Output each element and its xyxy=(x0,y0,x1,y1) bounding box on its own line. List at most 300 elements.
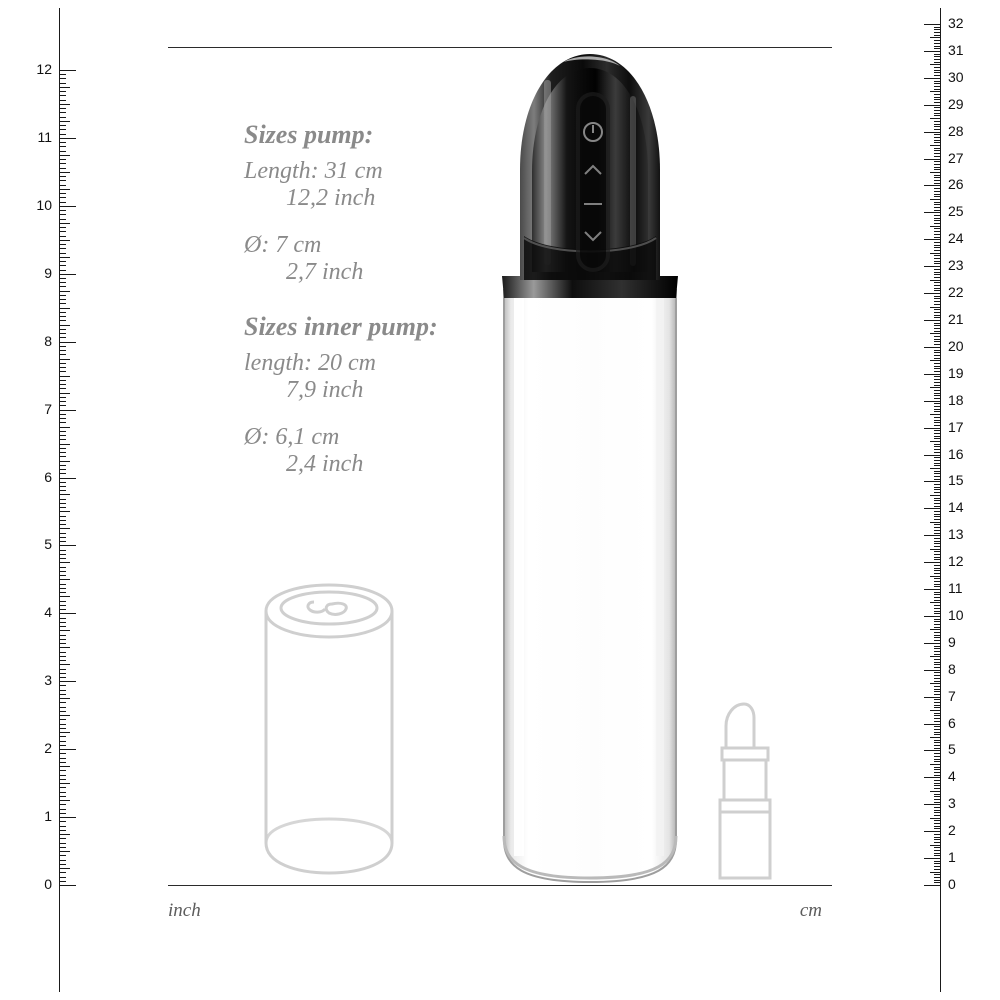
ruler-inch-tick xyxy=(59,214,66,215)
ruler-cm-tick xyxy=(924,616,941,617)
ruler-inch-tick xyxy=(59,656,66,657)
ruler-cm-tick xyxy=(934,188,941,189)
ruler-cm-tick xyxy=(934,385,941,386)
ruler-inch-tick xyxy=(59,724,66,725)
ruler-cm-tick xyxy=(930,199,941,200)
ruler-inch-tick xyxy=(59,571,66,572)
ruler-cm-tick xyxy=(934,810,941,811)
ruler-cm-tick xyxy=(934,880,941,881)
ruler-inch-tick xyxy=(59,100,66,101)
ruler-inch-tick xyxy=(59,265,66,266)
ruler-cm-tick xyxy=(934,837,941,838)
ruler-inch-tick xyxy=(59,87,70,88)
ruler-cm-tick xyxy=(934,842,941,843)
ruler-cm-tick xyxy=(934,406,941,407)
ruler-cm-tick xyxy=(934,839,941,840)
ruler-cm-tick xyxy=(934,664,941,665)
ruler-inch-tick xyxy=(59,639,66,640)
ruler-cm-tick xyxy=(930,549,941,550)
ruler-cm-label: 14 xyxy=(948,499,964,516)
specs-block xyxy=(244,120,514,498)
ruler-inch-tick xyxy=(59,813,66,814)
ruler-cm-tick xyxy=(934,70,941,71)
ruler-cm xyxy=(799,0,1000,1000)
ruler-inch-tick xyxy=(59,405,66,406)
ruler-cm-tick xyxy=(924,885,941,886)
ruler-cm-tick xyxy=(934,619,941,620)
ruler-inch-tick xyxy=(59,826,66,827)
ruler-cm-tick xyxy=(934,444,941,445)
ruler-cm-tick xyxy=(934,371,941,372)
ruler-cm-tick xyxy=(930,64,941,65)
ruler-inch-tick xyxy=(59,762,66,763)
ruler-inch-tick xyxy=(59,584,66,585)
ruler-cm-tick xyxy=(934,433,941,434)
ruler-inch-tick xyxy=(59,741,66,742)
ruler-cm-tick xyxy=(930,387,941,388)
ruler-cm-tick xyxy=(934,834,941,835)
ruler-inch-tick xyxy=(59,507,66,508)
ruler-cm-tick xyxy=(924,831,941,832)
ruler-cm-tick xyxy=(934,358,941,359)
ruler-cm-tick xyxy=(930,333,941,334)
ruler-cm-tick xyxy=(934,498,941,499)
ruler-cm-tick xyxy=(930,522,941,523)
ruler-cm-label: 28 xyxy=(948,122,964,139)
ruler-inch-tick xyxy=(59,652,66,653)
ruler-cm-tick xyxy=(934,134,941,135)
ruler-inch-tick xyxy=(59,312,66,313)
ruler-cm-tick xyxy=(930,629,941,630)
ruler-cm-tick xyxy=(934,581,941,582)
ruler-cm-tick xyxy=(934,611,941,612)
ruler-cm-tick xyxy=(934,129,941,130)
ruler-cm-label: 16 xyxy=(948,445,964,462)
ruler-cm-tick xyxy=(934,853,941,854)
ruler-inch-tick xyxy=(59,227,66,228)
ruler-cm-tick xyxy=(930,495,941,496)
ruler-inch-tick xyxy=(59,579,70,580)
ruler-cm-tick xyxy=(934,772,941,773)
ruler-inch-tick xyxy=(59,125,66,126)
ruler-inch-tick xyxy=(59,270,66,271)
ruler-inch-label: 3 xyxy=(44,672,52,689)
ruler-cm-tick xyxy=(934,815,941,816)
ruler-cm-tick xyxy=(934,667,941,668)
ruler-cm-tick xyxy=(934,686,941,687)
ruler-inch-tick xyxy=(59,397,66,398)
ruler-cm-tick xyxy=(934,527,941,528)
ruler-cm-tick xyxy=(934,715,941,716)
ruler-inch-tick xyxy=(59,278,66,279)
ruler-inch-tick xyxy=(59,286,66,287)
ruler-cm-tick xyxy=(934,565,941,566)
ruler-cm-label: 19 xyxy=(948,364,964,381)
ruler-inch-tick xyxy=(59,427,70,428)
ruler-cm-tick xyxy=(924,105,941,106)
ruler-inch-tick xyxy=(59,329,66,330)
ruler-cm-tick xyxy=(934,169,941,170)
ruler-cm-tick xyxy=(934,255,941,256)
ruler-inch-tick xyxy=(59,342,76,343)
ruler-cm-tick xyxy=(934,113,941,114)
ruler-cm-tick xyxy=(934,850,941,851)
ruler-inch-tick xyxy=(59,868,70,869)
ruler-cm-tick xyxy=(924,132,941,133)
ruler-inch-tick xyxy=(59,219,66,220)
ruler-cm-tick xyxy=(930,360,941,361)
ruler-inch-tick xyxy=(59,70,76,71)
specs-pump-heading: Sizes pump: xyxy=(244,120,374,149)
ruler-cm-tick xyxy=(934,86,941,87)
specs-group-inner-diameter xyxy=(244,424,514,478)
ruler-inch-tick xyxy=(59,486,66,487)
ruler-inch-tick xyxy=(59,592,66,593)
ruler-cm-label: 6 xyxy=(948,714,956,731)
ruler-cm-tick xyxy=(934,449,941,450)
ruler-cm-tick xyxy=(934,175,941,176)
ruler-cm-tick xyxy=(934,543,941,544)
ruler-cm-tick xyxy=(934,578,941,579)
ruler-cm-tick xyxy=(934,121,941,122)
ruler-cm-tick xyxy=(934,272,941,273)
ruler-inch-tick xyxy=(59,465,66,466)
ruler-inch-tick xyxy=(59,719,66,720)
ruler-cm-tick xyxy=(934,568,941,569)
ruler-cm-tick xyxy=(924,858,941,859)
ruler-cm-tick xyxy=(934,142,941,143)
ruler-inch-tick xyxy=(59,282,66,283)
ruler-cm-tick xyxy=(934,530,941,531)
ruler-inch-tick xyxy=(59,371,66,372)
ruler-inch-tick xyxy=(59,732,70,733)
ruler-inch-tick xyxy=(59,770,66,771)
ruler-cm-tick xyxy=(934,646,941,647)
ruler-cm-tick xyxy=(934,207,941,208)
ruler-cm-tick xyxy=(924,670,941,671)
ruler-inch-tick xyxy=(59,817,76,818)
ruler-cm-tick xyxy=(934,759,941,760)
ruler-inch-tick xyxy=(59,185,66,186)
ruler-cm-tick xyxy=(934,654,941,655)
ruler-inch-tick xyxy=(59,881,66,882)
ruler-inch-tick xyxy=(59,860,66,861)
ruler-inch-tick xyxy=(59,834,70,835)
ruler-cm-tick xyxy=(930,468,941,469)
lipstick-outline xyxy=(700,700,790,882)
ruler-cm-tick xyxy=(934,662,941,663)
ruler-cm-label: 21 xyxy=(948,310,964,327)
ruler-cm-tick xyxy=(930,414,941,415)
ruler-cm-tick xyxy=(934,473,941,474)
ruler-cm-tick xyxy=(934,323,941,324)
ruler-cm-tick xyxy=(934,336,941,337)
ruler-cm-tick xyxy=(934,124,941,125)
ruler-cm-tick xyxy=(934,557,941,558)
ruler-cm-tick xyxy=(924,750,941,751)
ruler-cm-tick xyxy=(930,602,941,603)
ruler-inch-tick xyxy=(59,155,70,156)
ruler-inch-tick xyxy=(59,503,66,504)
ruler-inch-label: 9 xyxy=(44,264,52,281)
ruler-inch-tick xyxy=(59,380,66,381)
ruler-cm-tick xyxy=(934,748,941,749)
ruler-cm-tick xyxy=(934,775,941,776)
ruler-inch-tick xyxy=(59,91,66,92)
ruler-inch-tick xyxy=(59,333,66,334)
ruler-cm-tick xyxy=(934,263,941,264)
ruler-inch-tick xyxy=(59,749,76,750)
specs-pump-length-inch: 12,2 inch xyxy=(286,185,376,211)
ruler-cm-tick xyxy=(934,745,941,746)
ruler-cm-tick xyxy=(934,699,941,700)
ruler-cm-tick xyxy=(934,691,941,692)
ruler-inch-tick xyxy=(59,864,66,865)
ruler-cm-tick xyxy=(934,861,941,862)
ruler-cm-tick xyxy=(924,212,941,213)
ruler-inch-tick xyxy=(59,414,66,415)
ruler-cm-tick xyxy=(934,863,941,864)
ruler-cm-label: 24 xyxy=(948,230,964,247)
ruler-inch-label: 12 xyxy=(36,61,52,77)
ruler-cm-tick xyxy=(924,239,941,240)
ruler-cm-tick xyxy=(934,341,941,342)
ruler-cm-tick xyxy=(934,621,941,622)
ruler-cm-tick xyxy=(934,648,941,649)
ruler-cm-tick xyxy=(934,436,941,437)
ruler-cm-tick xyxy=(934,780,941,781)
ruler-cm-tick xyxy=(934,234,941,235)
ruler-inch-tick xyxy=(59,550,66,551)
ruler-inch-tick xyxy=(59,363,66,364)
specs-group-inner xyxy=(244,312,514,404)
ruler-inch-tick xyxy=(59,274,76,275)
ruler-cm-tick xyxy=(934,110,941,111)
ruler-inch-tick xyxy=(59,129,66,130)
ruler-inch-tick xyxy=(59,618,66,619)
ruler-cm-label: 13 xyxy=(948,526,964,543)
ruler-cm-tick xyxy=(930,280,941,281)
ruler-cm-tick xyxy=(934,756,941,757)
ruler-cm-tick xyxy=(934,492,941,493)
ruler-inch-tick xyxy=(59,783,70,784)
ruler-inch-tick xyxy=(59,303,66,304)
ruler-cm-tick xyxy=(934,635,941,636)
ruler-cm-tick xyxy=(934,245,941,246)
ruler-cm-tick xyxy=(924,320,941,321)
ruler-inch-tick xyxy=(59,758,66,759)
ruler-cm-tick xyxy=(930,91,941,92)
ruler-inch-tick xyxy=(59,448,66,449)
ruler-cm-tick xyxy=(934,223,941,224)
ruler-cm-tick xyxy=(934,514,941,515)
ruler-inch-tick xyxy=(59,473,66,474)
ruler-cm-tick xyxy=(934,339,941,340)
ruler-inch-tick xyxy=(59,877,66,878)
ruler-cm-tick xyxy=(934,463,941,464)
ruler-inch-tick xyxy=(59,478,76,479)
ruler-cm-tick xyxy=(934,713,941,714)
ruler-inch-tick xyxy=(59,745,66,746)
ruler-cm-tick xyxy=(930,118,941,119)
ruler-cm-label: 25 xyxy=(948,203,964,220)
ruler-inch-tick xyxy=(59,872,66,873)
ruler-inch-tick xyxy=(59,681,76,682)
ruler-inch-tick xyxy=(59,253,66,254)
ruler-inch-tick xyxy=(59,702,66,703)
ruler-cm-tick xyxy=(934,398,941,399)
ruler-cm-label: 20 xyxy=(948,337,964,354)
ruler-cm-tick xyxy=(924,24,941,25)
ruler-cm-tick xyxy=(934,554,941,555)
ruler-cm-tick xyxy=(934,228,941,229)
ruler-cm-tick xyxy=(934,452,941,453)
ruler-inch-tick xyxy=(59,766,70,767)
ruler-inch-tick xyxy=(59,299,66,300)
ruler-cm-tick xyxy=(934,516,941,517)
ruler-inch-tick xyxy=(59,533,66,534)
ruler-cm-tick xyxy=(934,97,941,98)
ruler-cm-label: 22 xyxy=(948,284,964,301)
ruler-inch-tick xyxy=(59,575,66,576)
ruler-inch-tick xyxy=(59,367,66,368)
ruler-cm-tick xyxy=(934,196,941,197)
ruler-cm-tick xyxy=(934,783,941,784)
ruler-cm-tick xyxy=(930,764,941,765)
ruler-cm-tick xyxy=(934,484,941,485)
ruler-inch-tick xyxy=(59,337,66,338)
ruler-inch-tick xyxy=(59,545,76,546)
ruler-inch-tick xyxy=(59,626,66,627)
ruler-cm-tick xyxy=(934,551,941,552)
ruler-inch-tick xyxy=(59,562,70,563)
ruler-inch-tick xyxy=(59,469,66,470)
ruler-cm-label: 7 xyxy=(948,687,956,704)
ruler-cm-tick xyxy=(934,651,941,652)
ruler-cm-tick xyxy=(934,506,941,507)
ruler-inch-unit-label: inch xyxy=(168,900,201,921)
ruler-inch-tick xyxy=(59,605,66,606)
ruler-inch-tick xyxy=(59,673,66,674)
ruler-cm-tick xyxy=(934,393,941,394)
ruler-cm-tick xyxy=(934,43,941,44)
ruler-cm-tick xyxy=(934,83,941,84)
ruler-inch-tick xyxy=(59,775,66,776)
ruler-cm-tick xyxy=(924,374,941,375)
ruler-cm-tick xyxy=(924,78,941,79)
ruler-inch-label: 11 xyxy=(37,128,52,145)
ruler-cm-tick xyxy=(924,455,941,456)
ruler-cm-tick xyxy=(934,425,941,426)
ruler-cm-tick xyxy=(934,487,941,488)
ruler-cm-tick xyxy=(934,296,941,297)
ruler-inch-tick xyxy=(59,431,66,432)
ruler-inch-tick xyxy=(59,753,66,754)
ruler-cm-tick xyxy=(924,266,941,267)
ruler-inch-tick xyxy=(59,520,66,521)
ruler-inch-tick xyxy=(59,354,66,355)
ruler-inch-tick xyxy=(59,346,66,347)
ruler-inch-tick xyxy=(59,410,76,411)
ruler-inch-tick xyxy=(59,609,66,610)
ruler-inch-tick xyxy=(59,104,70,105)
ruler-cm-tick xyxy=(934,721,941,722)
ruler-cm-tick xyxy=(934,183,941,184)
ruler-inch-tick xyxy=(59,728,66,729)
ruler-cm-tick xyxy=(924,804,941,805)
ruler-cm-tick xyxy=(934,740,941,741)
ruler-inch-tick xyxy=(59,197,66,198)
ruler-cm-tick xyxy=(934,624,941,625)
ruler-inch-tick xyxy=(59,261,66,262)
ruler-cm-tick xyxy=(934,148,941,149)
ruler-cm-tick xyxy=(934,446,941,447)
ruler-inch-tick xyxy=(59,838,66,839)
ruler-cm-tick xyxy=(934,202,941,203)
ruler-cm-label: 8 xyxy=(948,660,956,677)
ruler-inch-tick xyxy=(59,435,66,436)
ruler-cm-tick xyxy=(934,546,941,547)
ruler-inch-tick xyxy=(59,643,66,644)
ruler-cm-tick xyxy=(934,828,941,829)
ruler-inch-tick xyxy=(59,554,66,555)
ruler-inch-tick xyxy=(59,172,70,173)
ruler-inch-tick xyxy=(59,320,66,321)
ruler-inch-tick xyxy=(59,804,66,805)
ruler-cm-tick xyxy=(934,40,941,41)
ruler-cm-label: 4 xyxy=(948,768,956,785)
ruler-cm-tick xyxy=(934,250,941,251)
ruler-cm-tick xyxy=(934,538,941,539)
ruler-cm-tick xyxy=(934,702,941,703)
ruler-cm-label: 11 xyxy=(948,580,963,597)
ruler-inch-tick xyxy=(59,117,66,118)
ruler-cm-tick xyxy=(934,352,941,353)
ruler-cm-label: 9 xyxy=(948,633,956,650)
ruler-cm-tick xyxy=(934,411,941,412)
ruler-cm-tick xyxy=(924,293,941,294)
ruler-cm-tick xyxy=(934,742,941,743)
ruler-cm-tick xyxy=(934,363,941,364)
ruler-cm-label: 26 xyxy=(948,176,964,193)
ruler-cm-tick xyxy=(934,500,941,501)
ruler-cm-tick xyxy=(934,261,941,262)
ruler-inch-label: 4 xyxy=(44,604,52,621)
ruler-cm-tick xyxy=(934,457,941,458)
ruler-inch-tick xyxy=(59,787,66,788)
ruler-inch-tick xyxy=(59,821,66,822)
ruler-cm-tick xyxy=(934,285,941,286)
ruler-cm-tick xyxy=(934,637,941,638)
ruler-cm-tick xyxy=(934,94,941,95)
ruler-cm-tick xyxy=(934,115,941,116)
ruler-inch-tick xyxy=(59,418,66,419)
ruler-inch-tick xyxy=(59,151,66,152)
ruler-inch-label: 1 xyxy=(44,808,52,825)
specs-group-pump-diameter xyxy=(244,232,514,286)
ruler-inch-tick xyxy=(59,490,66,491)
ruler-inch-tick xyxy=(59,168,66,169)
ruler-cm-tick xyxy=(924,481,941,482)
ruler-cm-tick xyxy=(934,812,941,813)
ruler-cm-tick xyxy=(934,137,941,138)
ruler-inch-tick xyxy=(59,528,70,529)
ruler-cm-tick xyxy=(934,102,941,103)
ruler-cm-tick xyxy=(930,172,941,173)
ruler-inch-tick xyxy=(59,855,66,856)
ruler-cm-tick xyxy=(934,156,941,157)
ruler-cm-tick xyxy=(934,331,941,332)
